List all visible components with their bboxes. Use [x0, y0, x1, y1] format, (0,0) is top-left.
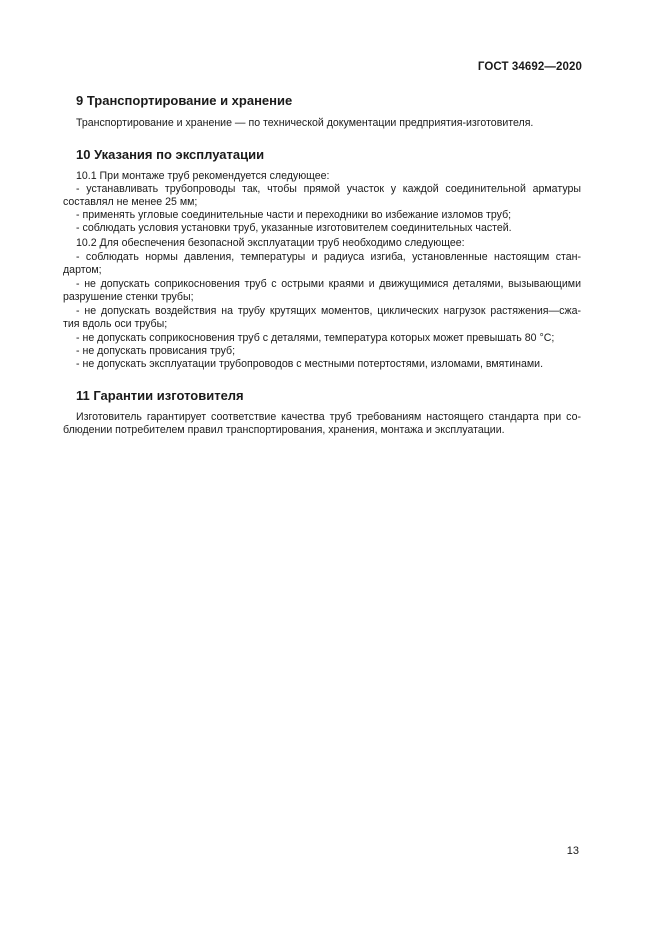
list-item-line: - не допускать воздействия на трубу крутящих моментов, циклических нагрузок растяжения—сжа-: [76, 305, 581, 317]
document-id: ГОСТ 34692—2020: [477, 61, 582, 73]
section-11-text-line: Изготовитель гарантирует соответствие качества труб требованиям настоящего стандарта при со-: [76, 411, 581, 423]
section-9-text: Транспортирование и хранение — по технической документации предприятия-изготовителя.: [76, 117, 534, 129]
clause-10-1: 10.1 При монтаже труб рекомендуется следующее:: [76, 170, 330, 182]
list-item-line: - соблюдать нормы давления, температуры и радиуса изгиба, установленные настоящим стан-: [76, 251, 581, 263]
list-item-line: - не допускать провисания труб;: [76, 345, 236, 357]
list-item-line: - не допускать соприкосновения труб с острыми краями и движущимися деталями, вызывающими: [76, 278, 581, 290]
list-item-line: дартом;: [63, 264, 102, 276]
list-item-line: - не допускать соприкосновения труб с деталями, температура которых может превышать 80 °С;: [76, 332, 555, 344]
section-9-title: 9 Транспортирование и хранение: [76, 93, 293, 108]
list-item-line: составлял не менее 25 мм;: [63, 196, 198, 208]
list-item-line: - не допускать эксплуатации трубопроводов с местными потертостями, изломами, вмятинами.: [76, 358, 544, 370]
list-item-line: разрушение стенки трубы;: [63, 291, 194, 303]
list-item-line: - применять угловые соединительные части и переходники во избежание изломов труб;: [76, 209, 512, 221]
section-11-title: 11 Гарантии изготовителя: [76, 388, 244, 403]
section-10-title: 10 Указания по эксплуатации: [76, 147, 265, 162]
page-number: 13: [566, 845, 579, 857]
clause-10-2: 10.2 Для обеспечения безопасной эксплуатации труб необходимо следующее:: [76, 237, 465, 249]
list-item-line: - соблюдать условия установки труб, указанные изготовителем соединительных частей.: [76, 222, 512, 234]
list-item-line: - устанавливать трубопроводы так, чтобы прямой участок у каждой соединительной арматуры: [76, 183, 581, 195]
list-item-line: тия вдоль оси трубы;: [63, 318, 168, 330]
section-11-text-line: блюдении потребителем правил транспортирования, хранения, монтажа и эксплуатации.: [63, 424, 505, 436]
